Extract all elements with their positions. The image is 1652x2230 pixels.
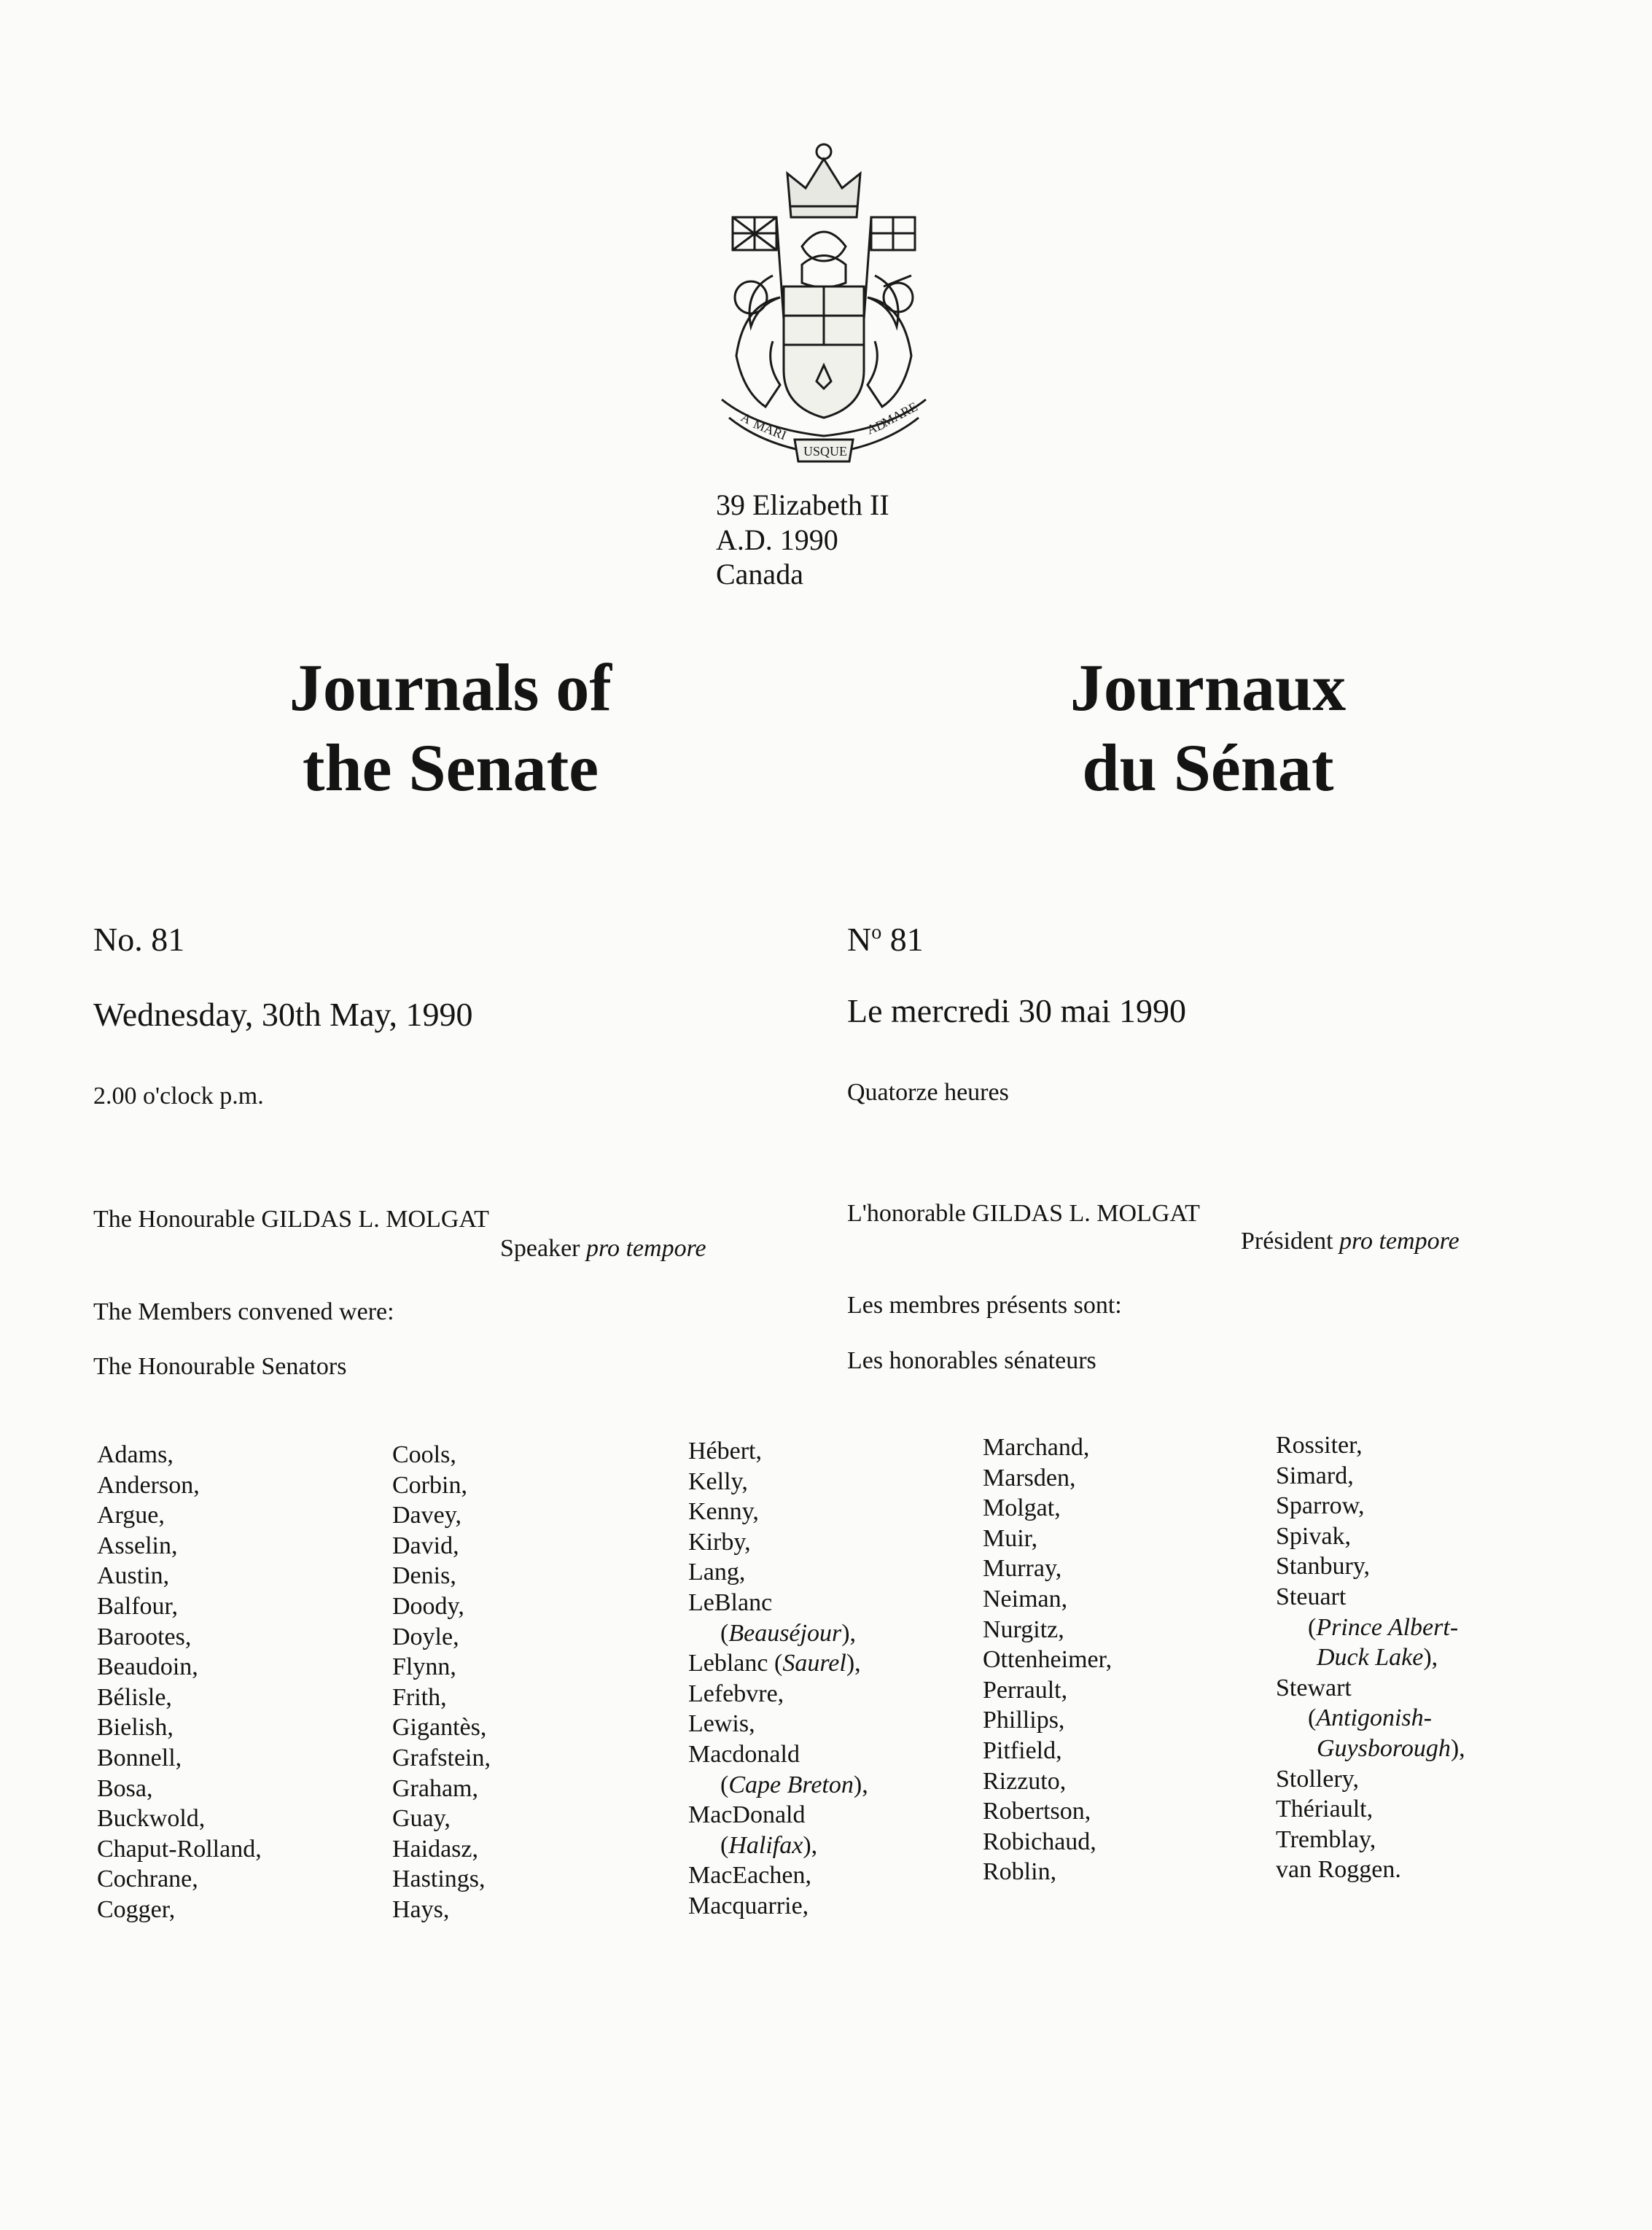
senator-name: Rizzuto, — [983, 1767, 1067, 1795]
senator-name: Marchand, — [983, 1434, 1090, 1461]
senator-name: Hastings, — [392, 1866, 486, 1893]
senator-name: Ottenheimer, — [983, 1646, 1113, 1674]
french-title-line2: du Sénat — [1082, 730, 1334, 805]
paren: ( — [1308, 1613, 1317, 1641]
senator-name: Chaput-Rolland, — [97, 1835, 262, 1863]
role: Président — [1241, 1228, 1333, 1255]
regnal-year: 39 Elizabeth II — [716, 488, 889, 521]
number-prefix: N — [847, 921, 872, 958]
french-title — [953, 647, 1463, 808]
senator-name — [688, 1648, 868, 1679]
motto-word: MARE — [879, 399, 920, 430]
senator-name: Pitfield, — [983, 1736, 1062, 1764]
senator-name: Doody, — [392, 1592, 464, 1620]
senator-name: Sparrow, — [1276, 1492, 1365, 1520]
country: Canada — [716, 558, 803, 590]
french-date: Le mercredi 30 mai 1990 — [847, 992, 1186, 1029]
senator-name: Haidasz, — [392, 1835, 479, 1863]
senators-column-4 — [983, 1432, 1112, 1887]
french-title-line1: Journaux — [1069, 650, 1347, 725]
calendar-year: A.D. 1990 — [716, 523, 838, 556]
riding-name: Halifax — [728, 1831, 803, 1859]
senator-name: Bielish, — [97, 1714, 174, 1742]
senator-name: MacDonald — [688, 1801, 806, 1829]
senator-name: Doyle, — [392, 1623, 459, 1650]
senator-name: Bélisle, — [97, 1683, 172, 1711]
senator-riding — [1276, 1703, 1465, 1734]
paren: ), — [853, 1771, 868, 1798]
senator-name: Denis, — [392, 1562, 456, 1590]
riding-name: Antigonish- — [1316, 1704, 1432, 1732]
senator-name: Balfour, — [97, 1592, 178, 1620]
name: Leblanc ( — [688, 1650, 783, 1677]
senator-name: Cogger, — [97, 1895, 176, 1923]
senator-name: Muir, — [983, 1524, 1038, 1552]
senator-name: Hays, — [392, 1895, 450, 1923]
senator-name: Molgat, — [983, 1494, 1061, 1522]
senators-column-1 — [97, 1440, 262, 1925]
senator-name: Adams, — [97, 1441, 174, 1468]
english-speaker-role — [500, 1235, 706, 1263]
senator-name: Argue, — [97, 1502, 165, 1529]
english-time: 2.00 o'clock p.m. — [93, 1083, 264, 1110]
english-date: Wednesday, 30th May, 1990 — [93, 996, 473, 1033]
english-title — [195, 647, 706, 808]
motto-word: MARI — [751, 416, 789, 443]
paren: ( — [720, 1619, 729, 1647]
senator-name: Phillips, — [983, 1707, 1065, 1734]
senator-name: Barootes, — [97, 1623, 192, 1650]
senator-name: Bosa, — [97, 1774, 153, 1802]
senators-column-3 — [688, 1436, 868, 1922]
senator-riding — [688, 1618, 868, 1649]
senator-riding — [1276, 1613, 1465, 1643]
senator-name: Stanbury, — [1276, 1553, 1371, 1580]
senator-name: David, — [392, 1532, 459, 1559]
french-members-present: Les membres présents sont: — [847, 1292, 1122, 1319]
senator-name: Cochrane, — [97, 1866, 198, 1893]
senator-name: Kirby, — [688, 1528, 751, 1556]
senator-name: Graham, — [392, 1774, 479, 1802]
senator-name: Beaudoin, — [97, 1653, 198, 1681]
senator-name: Grafstein, — [392, 1744, 491, 1771]
senator-name: Buckwold, — [97, 1805, 206, 1833]
senator-riding — [1276, 1642, 1465, 1673]
senator-riding — [688, 1770, 868, 1801]
senator-name: Simard, — [1276, 1462, 1354, 1489]
role-italic: pro tempore — [1339, 1228, 1460, 1255]
senator-name: Anderson, — [97, 1471, 200, 1499]
senator-name: Bonnell, — [97, 1744, 182, 1771]
number-superscript: o — [871, 921, 882, 944]
french-time: Quatorze heures — [847, 1079, 1009, 1106]
senator-name: Macdonald — [688, 1740, 800, 1768]
senator-name: Kenny, — [688, 1498, 759, 1526]
english-journal-number: No. 81 — [93, 921, 185, 958]
senator-name: Cools, — [392, 1441, 456, 1468]
paren: ), — [803, 1831, 818, 1859]
riding-name: Saurel — [782, 1650, 846, 1677]
number-value: 81 — [881, 921, 924, 958]
paren: ), — [841, 1619, 857, 1647]
senator-name: Marsden, — [983, 1464, 1076, 1492]
riding-name: Beauséjour — [728, 1619, 842, 1647]
paren: ), — [846, 1650, 861, 1677]
senator-riding — [688, 1831, 868, 1861]
french-journal-number — [847, 920, 924, 959]
role: Speaker — [500, 1235, 580, 1262]
senator-name: Murray, — [983, 1555, 1062, 1583]
english-speaker-name: The Honourable GILDAS L. MOLGAT — [93, 1206, 489, 1233]
motto-word: A — [739, 409, 754, 427]
senator-name: Roblin, — [983, 1858, 1057, 1886]
senator-name: Stollery, — [1276, 1765, 1359, 1793]
senator-name: MacEachen, — [688, 1862, 811, 1890]
senator-name: Frith, — [392, 1683, 447, 1711]
senator-name: Hébert, — [688, 1438, 763, 1465]
senator-name: Rossiter, — [1276, 1432, 1363, 1459]
french-speaker-name: L'honorable GILDAS L. MOLGAT — [847, 1200, 1200, 1227]
senator-name: Austin, — [97, 1562, 170, 1590]
senator-name: Perrault, — [983, 1676, 1068, 1704]
riding-name: Duck Lake — [1317, 1644, 1424, 1672]
english-title-line1: Journals of — [289, 650, 612, 725]
senators-column-5 — [1276, 1430, 1465, 1885]
senator-name: Corbin, — [392, 1471, 467, 1499]
paren: ), — [1450, 1734, 1465, 1762]
senator-name: Guay, — [392, 1805, 451, 1833]
english-title-line2: the Senate — [302, 730, 599, 805]
senator-name: Lefebvre, — [688, 1680, 784, 1707]
paren: ( — [1308, 1704, 1317, 1732]
paren: ), — [1423, 1644, 1438, 1672]
riding-name: Cape Breton — [728, 1771, 854, 1798]
motto-word: USQUE — [803, 444, 848, 459]
senator-name: Asselin, — [97, 1532, 178, 1559]
french-senators-heading: Les honorables sénateurs — [847, 1347, 1096, 1374]
senator-name: Neiman, — [983, 1585, 1068, 1613]
english-members-convened: The Members convened were: — [93, 1298, 394, 1325]
senator-name: Steuart — [1276, 1583, 1347, 1610]
senator-name: Nurgitz, — [983, 1615, 1064, 1643]
senator-name: Macquarrie, — [688, 1892, 809, 1919]
senator-name: Lang, — [688, 1559, 746, 1586]
role-italic: pro tempore — [586, 1235, 706, 1262]
riding-name: Guysborough — [1317, 1734, 1451, 1762]
senator-name: Lewis, — [688, 1710, 755, 1738]
senator-name: Tremblay, — [1276, 1825, 1376, 1853]
senator-name: Flynn, — [392, 1653, 456, 1681]
senator-name: Thériault, — [1276, 1796, 1374, 1823]
senator-name: van Roggen. — [1276, 1856, 1401, 1884]
coat-of-arms-crest — [700, 130, 948, 472]
motto-word: AD — [865, 416, 888, 437]
senator-name: Kelly, — [688, 1467, 748, 1495]
senator-name: Spivak, — [1276, 1522, 1351, 1550]
senator-name: Gigantès, — [392, 1714, 487, 1742]
paren: ( — [720, 1831, 729, 1859]
senators-column-2 — [392, 1440, 491, 1925]
paren: ( — [720, 1771, 729, 1798]
english-senators-heading: The Honourable Senators — [93, 1353, 347, 1380]
senator-name: Davey, — [392, 1502, 462, 1529]
senator-name: Robertson, — [983, 1798, 1091, 1825]
senator-name: LeBlanc — [688, 1588, 773, 1616]
riding-name: Prince Albert- — [1316, 1613, 1459, 1641]
senator-name: Stewart — [1276, 1674, 1352, 1701]
senator-name: Robichaud, — [983, 1828, 1096, 1855]
senator-riding — [1276, 1734, 1465, 1764]
french-speaker-role — [1241, 1228, 1460, 1255]
